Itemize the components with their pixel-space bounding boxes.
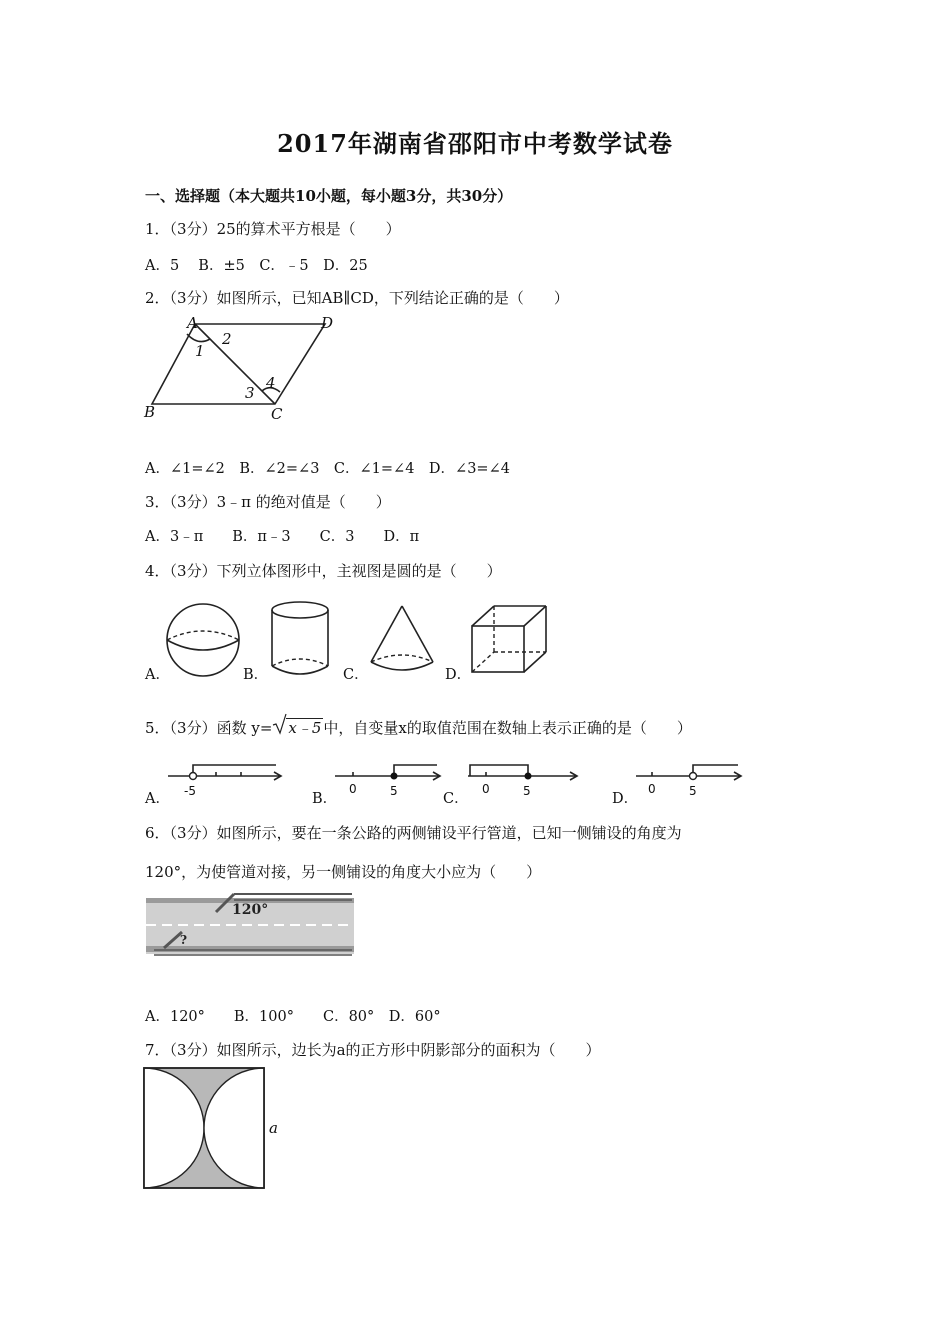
numberline-a bbox=[166, 762, 286, 802]
side-label-a: a bbox=[269, 1119, 278, 1137]
option-label-d: D． bbox=[445, 667, 472, 683]
vertex-label-a: A bbox=[187, 314, 198, 332]
section-heading: 一、选择题（本大题共10小题，每小题3分，共30分） bbox=[145, 187, 513, 205]
numberline-label-c: C． bbox=[443, 791, 469, 807]
angle-label-4: 4 bbox=[266, 374, 276, 392]
question-6-stem-line2: 120°，为使管道对接，另一侧铺设的角度大小应为（ ） bbox=[145, 863, 542, 881]
tick-label-5: 5 bbox=[689, 784, 697, 798]
numberline-label-d: D． bbox=[612, 791, 639, 807]
numberline-c bbox=[466, 762, 582, 802]
option-label-c: C． bbox=[343, 667, 369, 683]
cube-figure bbox=[470, 604, 550, 676]
parallelogram-outline bbox=[152, 324, 325, 404]
question-4-stem: 4．（3分）下列立体图形中，主视图是圆的是（ ） bbox=[145, 562, 502, 580]
cone-figure bbox=[368, 604, 438, 674]
vertex-label-b: B bbox=[144, 403, 156, 421]
tick-label-0: 0 bbox=[648, 782, 656, 796]
question-1-stem: 1．（3分）25的算术平方根是（ ） bbox=[145, 220, 401, 238]
numberline-b bbox=[333, 762, 445, 802]
question-5-prefix: 5．（3分）函数 y= bbox=[145, 719, 273, 737]
question-6-stem-line1: 6．（3分）如图所示，要在一条公路的两侧铺设平行管道，已知一侧铺设的角度为 bbox=[145, 824, 682, 842]
road-pipe-figure bbox=[146, 888, 356, 960]
page-title: 2017年湖南省邵阳市中考数学试卷 bbox=[277, 129, 673, 158]
question-1-options: A．5 B．±5 C．﹣5 D．25 bbox=[145, 258, 368, 274]
question-2-stem: 2．（3分）如图所示，已知AB∥CD，下列结论正确的是（ ） bbox=[145, 289, 569, 307]
sphere-figure bbox=[166, 600, 242, 678]
numberline-label-a: A． bbox=[145, 791, 170, 807]
vertex-label-c: C bbox=[271, 405, 283, 423]
option-label-b: B． bbox=[243, 667, 269, 683]
question-5-stem bbox=[145, 717, 692, 738]
question-5-suffix: 中，自变量x的取值范围在数轴上表示正确的是（ ） bbox=[323, 719, 692, 737]
tick-label-0: 0 bbox=[349, 782, 357, 796]
radicand: x﹣5 bbox=[288, 719, 322, 737]
question-7-stem: 7．（3分）如图所示，边长为a的正方形中阴影部分的面积为（ ） bbox=[145, 1041, 601, 1059]
angle-label-3: 3 bbox=[245, 384, 255, 402]
question-6-options: A．120° B．100° C．80° D．60° bbox=[145, 1009, 441, 1025]
tick-label-minus5: -5 bbox=[184, 784, 196, 798]
numberline-label-b: B． bbox=[312, 791, 338, 807]
diagonal-ac bbox=[195, 324, 275, 404]
question-3-options: A．3﹣π B．π﹣3 C．3 D．π bbox=[145, 529, 420, 545]
radical-expression bbox=[272, 717, 323, 738]
tick-label-0: 0 bbox=[482, 782, 490, 796]
unknown-angle-label: ? bbox=[180, 933, 188, 947]
question-2-options: A．∠1=∠2 B．∠2=∠3 C．∠1=∠4 D．∠3=∠4 bbox=[145, 461, 510, 477]
numberline-d bbox=[634, 762, 746, 802]
vertex-label-d: D bbox=[321, 314, 334, 332]
option-label-a: A． bbox=[145, 667, 170, 683]
angle-label-2: 2 bbox=[222, 330, 232, 348]
question-3-stem: 3．（3分）3﹣π 的绝对值是（ ） bbox=[145, 493, 391, 511]
parallelogram-figure bbox=[140, 312, 350, 427]
tick-label-5: 5 bbox=[390, 784, 398, 798]
tick-label-5: 5 bbox=[523, 784, 531, 798]
angle-label-1: 1 bbox=[195, 342, 205, 360]
square-shaded-figure bbox=[143, 1067, 293, 1192]
angle-120-label: 120° bbox=[232, 902, 269, 918]
cylinder-figure bbox=[268, 600, 332, 680]
